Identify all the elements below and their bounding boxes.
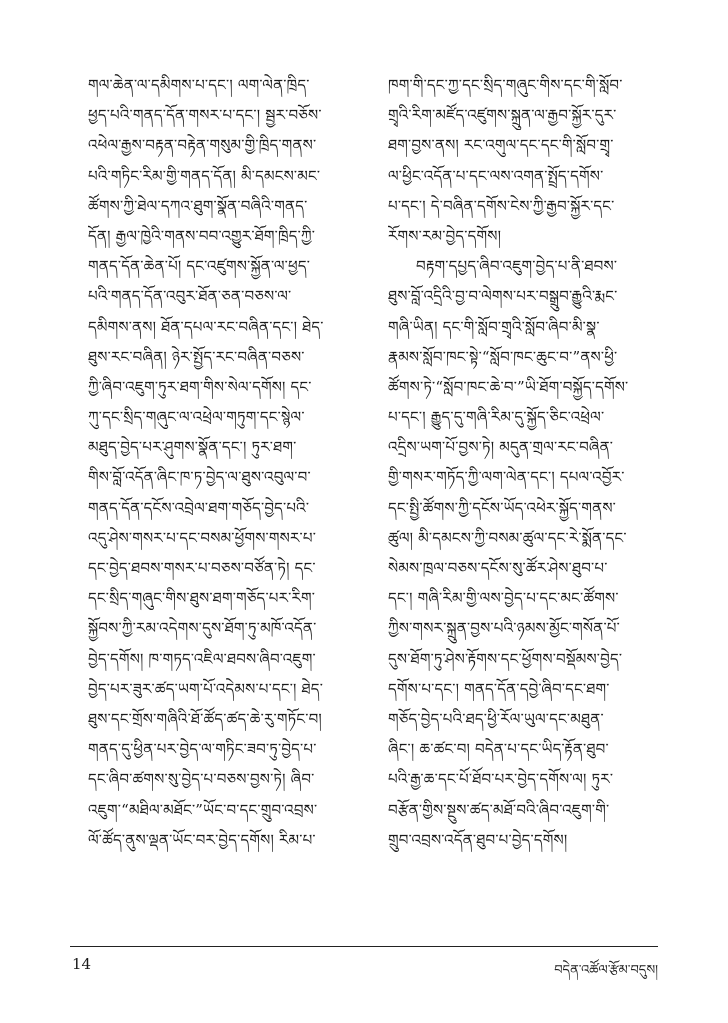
text-line: ཐུས་དང་གྲོས་གཞིའི་ཐོ་ཚོད་ཚད་ཆེ་རུ་གཏོང་བ།: [88, 709, 322, 728]
text-line: གྲུབ་འབྲས་འདོན་ཐུབ་པ་བྱེད་དགོས།: [388, 830, 568, 849]
text-line: པ་དང་། རྒྱུད་དུ་གཞི་རིམ་དུ་སྐྱོད་ཅིང་འཕྲེལ་: [388, 408, 605, 427]
text-line: གིས་བློ་འདོན་ཞིང་ཁ་ཏ་བྱེད་ལ་ཐུས་འབུལ་བ་: [88, 468, 311, 487]
text-line: ཁག་གི་དང་ཀྱ་དང་སྲིད་གཞུང་གིས་དང་གི་སློབ་: [388, 76, 623, 94]
text-line: གཞི་ཡིན། དང་གི་སློབ་གྲྭའི་སློབ་ཞིབ་མི་སྣ་: [388, 317, 600, 336]
text-line: ལ་ཕྱིང་འདོན་པ་དང་ལས་འགན་སྤྲོད་དགོས་: [388, 166, 604, 185]
text-line: ཐག་བྱས་ནས། རང་འགུལ་དང་དང་གི་སློབ་གྲྭ་: [388, 136, 614, 155]
text-line: པའི་རྒྱ་ཆ་དང་པོ་ཐོབ་པར་བྱེད་དགོས་ལ། ཏུར་: [388, 770, 614, 789]
text-line: གནད་དོན་དངོས་འབྲེལ་ཐག་གཅོད་བྱེད་པའི་: [88, 498, 310, 517]
text-line: པའི་གནད་དོན་འབུར་ཐོན་ཅན་བཅས་ལ་: [88, 287, 292, 306]
text-line: འདྲིས་ཡག་པོ་བྱས་ཏེ། མདུན་གྲལ་རང་བཞིན་: [388, 438, 614, 457]
text-line: རྣམས་སློབ་ཁང་སྟེ་“སློབ་ཁང་ཆུང་བ་”ནས་ཕྱི་: [388, 347, 618, 366]
text-line: པའི་གཏིང་རིམ་གྱི་གནད་དོན། མི་དམངས་མང་: [88, 166, 321, 185]
left-text-column: [88, 70, 348, 855]
text-line: གྱི་གསར་གཏོད་ཀྱི་ལག་ལེན་དང་། དཔལ་འབྱོར་: [388, 468, 625, 487]
text-line: བྱེད་དགོས། ཁ་གཏད་འཇིལ་ཐབས་ཞིབ་འཇུག་: [88, 649, 316, 668]
text-line: ལོ་ཚོད་ནུས་ལྡན་ཡོང་བར་བྱེད་དགོས། རིམ་པ་: [88, 830, 316, 849]
text-line: དང་། གཞི་རིམ་གྱི་ལས་བྱེད་པ་དང་མང་ཚོགས་: [388, 589, 619, 608]
text-line: ཀྱི་ཞིབ་འཇུག་ཏུར་ཐག་གིས་སེལ་དགོས། དང་: [88, 377, 312, 396]
text-line: འདུ་ཤེས་གསར་པ་དང་བསམ་ཕྱོགས་གསར་པ་: [88, 528, 317, 547]
text-line: ཐུས་བློ་འདྲིའི་བྱ་བ་ལེགས་པར་བསྒྲུབ་རྒྱུའི་རྨང་: [388, 287, 618, 306]
text-line: དང་སྤྱི་ཚོགས་ཀྱི་དངོས་ཡོད་འཕེར་སྐྱོད་གནས་: [388, 498, 617, 517]
text-line: བརྟག་དཔྱད་ཞིབ་འཇུག་བྱེད་པ་ནི་ཐབས་: [416, 257, 618, 276]
text-line: མཐུད་བྱེད་པར་ཤུགས་སྣོན་དང་། ཏུར་ཐག་: [88, 438, 297, 457]
text-line: སྐྱོབས་ཀྱི་རམ་འདེགས་དུས་ཐོག་ཏུ་མཁོ་འདོན་: [88, 619, 317, 638]
text-line: པ་དང་། དེ་བཞིན་དགོས་ངེས་ཀྱི་རྒྱབ་སྐྱོར་དང་: [388, 196, 615, 215]
text-line: དུས་ཐོག་ཏུ་ཤེས་རྟོགས་དང་ཕྱོགས་བསྡོམས་བྱེད་: [388, 649, 623, 668]
text-line: དང་ཞིབ་ཚགས་སུ་བྱེད་པ་བཅས་བྱས་ཏེ། ཞིབ་: [88, 770, 315, 789]
text-line: ཞིང་། ཆ་ཚང་བ། བདེན་པ་དང་ཡིད་རྟོན་ཐུབ་: [388, 740, 609, 759]
text-line: ཐུས་རང་བཞིན། ཉེར་སྤྱོད་རང་བཞིན་བཅས་: [88, 347, 305, 366]
footer-rule: [70, 946, 658, 947]
text-line: དང་སྲིད་གཞུང་གིས་ཐུས་ཐག་གཅོད་པར་རིག་: [88, 589, 316, 608]
right-text-column: [388, 70, 660, 855]
journal-title: བདེན་འཚོལ་རྩོམ་བདུས།: [554, 963, 658, 978]
text-line: གནད་དུ་ཕྱིན་པར་བྱེད་ལ་གཏིང་ཟབ་ཏུ་བྱེད་པ་: [88, 740, 317, 759]
page-number: 14: [72, 955, 92, 973]
text-line: གཅོད་བྱེད་པའི་ཐད་ཕྱི་རོལ་ཡུལ་དང་མཐུན་: [388, 709, 604, 728]
text-line: འཇུག་“མཐིལ་མཐོང་”ཡོང་བ་དང་གྲུབ་འབྲས་: [88, 800, 318, 819]
text-line: གནད་དོན་ཆེན་པོ། དང་འཛུགས་སྐྱོན་ལ་ཕྱད་: [88, 257, 311, 276]
text-line: གྲྭའི་རིག་མཛོད་འཛུགས་སྐྲུན་ལ་རྒྱབ་སྐྱོར་དུར་: [388, 106, 617, 125]
text-line: ཚོགས་ཀྱི་ཐེལ་དཀའ་ཐུག་སྣོན་བཞིའི་གནད་: [88, 196, 308, 215]
text-line: དང་བྱེད་ཐབས་གསར་པ་བཅས་བཙོན་ཏེ། དང་: [88, 559, 316, 577]
text-line: ཕྱད་པའི་གནད་དོན་གསར་པ་དང་། སྦྱར་བཅོས་: [88, 106, 322, 125]
text-line: ཚུལ། མི་དམངས་ཀྱི་བསམ་ཚུལ་དང་རེ་སྨོན་དང་: [388, 528, 627, 547]
text-line: རོགས་རམ་བྱེད་དགོས།: [388, 226, 502, 245]
text-line: བརྩོན་གྱིས་སྔུས་ཚད་མཐོ་བའི་ཞིབ་འཇུག་གི་: [388, 800, 610, 819]
text-line: གལ་ཆེན་ལ་དམིགས་པ་དང་། ལག་ལེན་ཁྲིད་: [88, 76, 310, 94]
text-line: སེམས་ཁྲལ་བཅས་དངོས་སུ་ཚོར་ཤེས་ཐུབ་པ་: [388, 559, 608, 577]
text-line: ཀྱིས་གསར་སྐྲུན་བྱས་པའི་ཉམས་མྱོང་གསོན་པོ་: [388, 619, 620, 638]
text-line: ཚོགས་ཏེ་“སློབ་ཁང་ཆེ་བ་”ཡི་ཐོག་བསྐྱོད་དགོས་: [388, 377, 629, 396]
text-line: དོན། རྒྱལ་ཁྱེའི་གནས་བབ་འགྱུར་ཐོག་ཁྲིད་ཀྱི་: [88, 226, 316, 245]
text-line: བྱེད་པར་ཟུར་ཚད་ཡག་པོ་འདེམས་པ་དང་། ཐེད་: [88, 679, 324, 698]
text-line: དགོས་པ་དང་། གནད་དོན་དབྱེ་ཞིབ་དང་ཐག་: [388, 679, 610, 698]
text-line: ཀུ་དང་སྲིད་གཞུང་ལ་འཕྲེལ་གཏུག་དང་སྙེལ་: [88, 408, 305, 427]
text-line: འཕེལ་རྒྱས་བརྟན་བརྟེན་གསུམ་གྱི་ཁྲིད་གནས་: [88, 136, 317, 155]
text-line: དམིགས་ནས། ཐོན་དཔལ་རང་བཞིན་དང་། ཐེད་: [88, 317, 324, 336]
